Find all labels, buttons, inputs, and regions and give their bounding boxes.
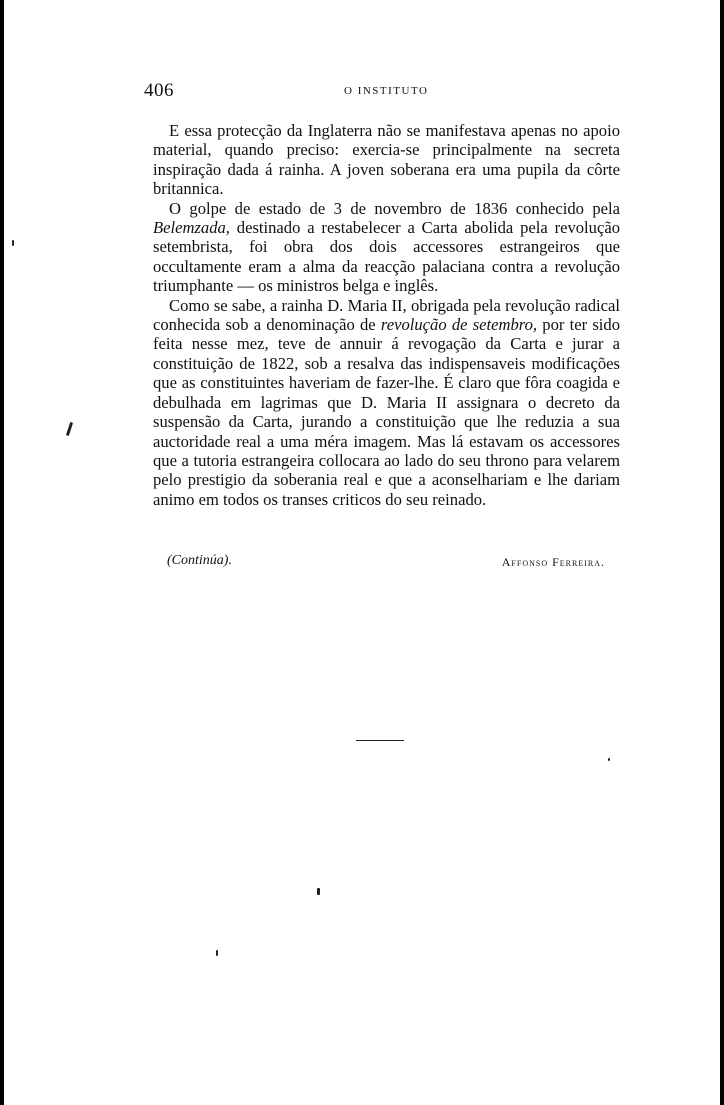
article-signoff (167, 553, 605, 575)
continuation-note: (Continúa). (167, 553, 232, 568)
scan-speck (317, 888, 320, 895)
scan-speck (216, 950, 218, 956)
text-run: E essa protecção da Inglaterra não se manifestava apenas no apoio material, quando preciso: exercia-se principalmente na secreta inspiração dada á rainha. A joven soberana era uma pupila da côrte britannica. (153, 121, 620, 199)
scan-speck (12, 240, 14, 246)
margin-pen-mark (66, 422, 73, 436)
page-header (144, 80, 620, 104)
document-page (4, 0, 720, 1105)
page-number: 406 (144, 80, 174, 101)
text-run: Como se sabe, a rainha D. Maria II, obrigada pela revolução radical conhecida sob a denominação de (153, 295, 620, 335)
paragraph (153, 121, 620, 199)
paragraph (153, 296, 620, 509)
italic-phrase: revolução de setembro, (380, 315, 538, 335)
scan-speck (608, 758, 610, 761)
paragraph (153, 199, 620, 296)
text-run: por ter sido feita nesse mez, teve de annuir á revogação da Carta e jurar a constituição de 1822, sob a resalva das indispensaveis modificações que as constituintes haveriam de fazer-lhe. É claro que fôra coagida e debulhada em lagrimas que D. Maria II assignara o decreto da suspensão da Carta, jurando a constituição que lhe reduzia a sua auctoridade real a uma méra imagem. Mas lá estavam os accessores que a tutoria estrangeira collocara ao lado do seu throno para velarem pelo prestigio da soberania real e que a aconselhariam e lhe dariam animo em todos os transes criticos do seu reinado. (153, 315, 621, 509)
text-run: destinado a restabelecer a Carta abolida pela revolução setembrista, foi obra dos dois accessores estrangeiros que occultamente eram a alma da reacção palaciana contra a revolução triumphante — os ministros belga e inglês. (153, 218, 620, 296)
article-body (153, 121, 620, 509)
text-run: O golpe de estado de 3 de novembro de 1836 conhecido pela (169, 198, 620, 218)
section-divider (356, 740, 404, 741)
scan-border-right (720, 0, 724, 1105)
author-signature: Affonso Ferreira. (501, 555, 605, 569)
italic-phrase: Belemzada, (153, 218, 230, 238)
running-title: O INSTITUTO (344, 85, 429, 97)
